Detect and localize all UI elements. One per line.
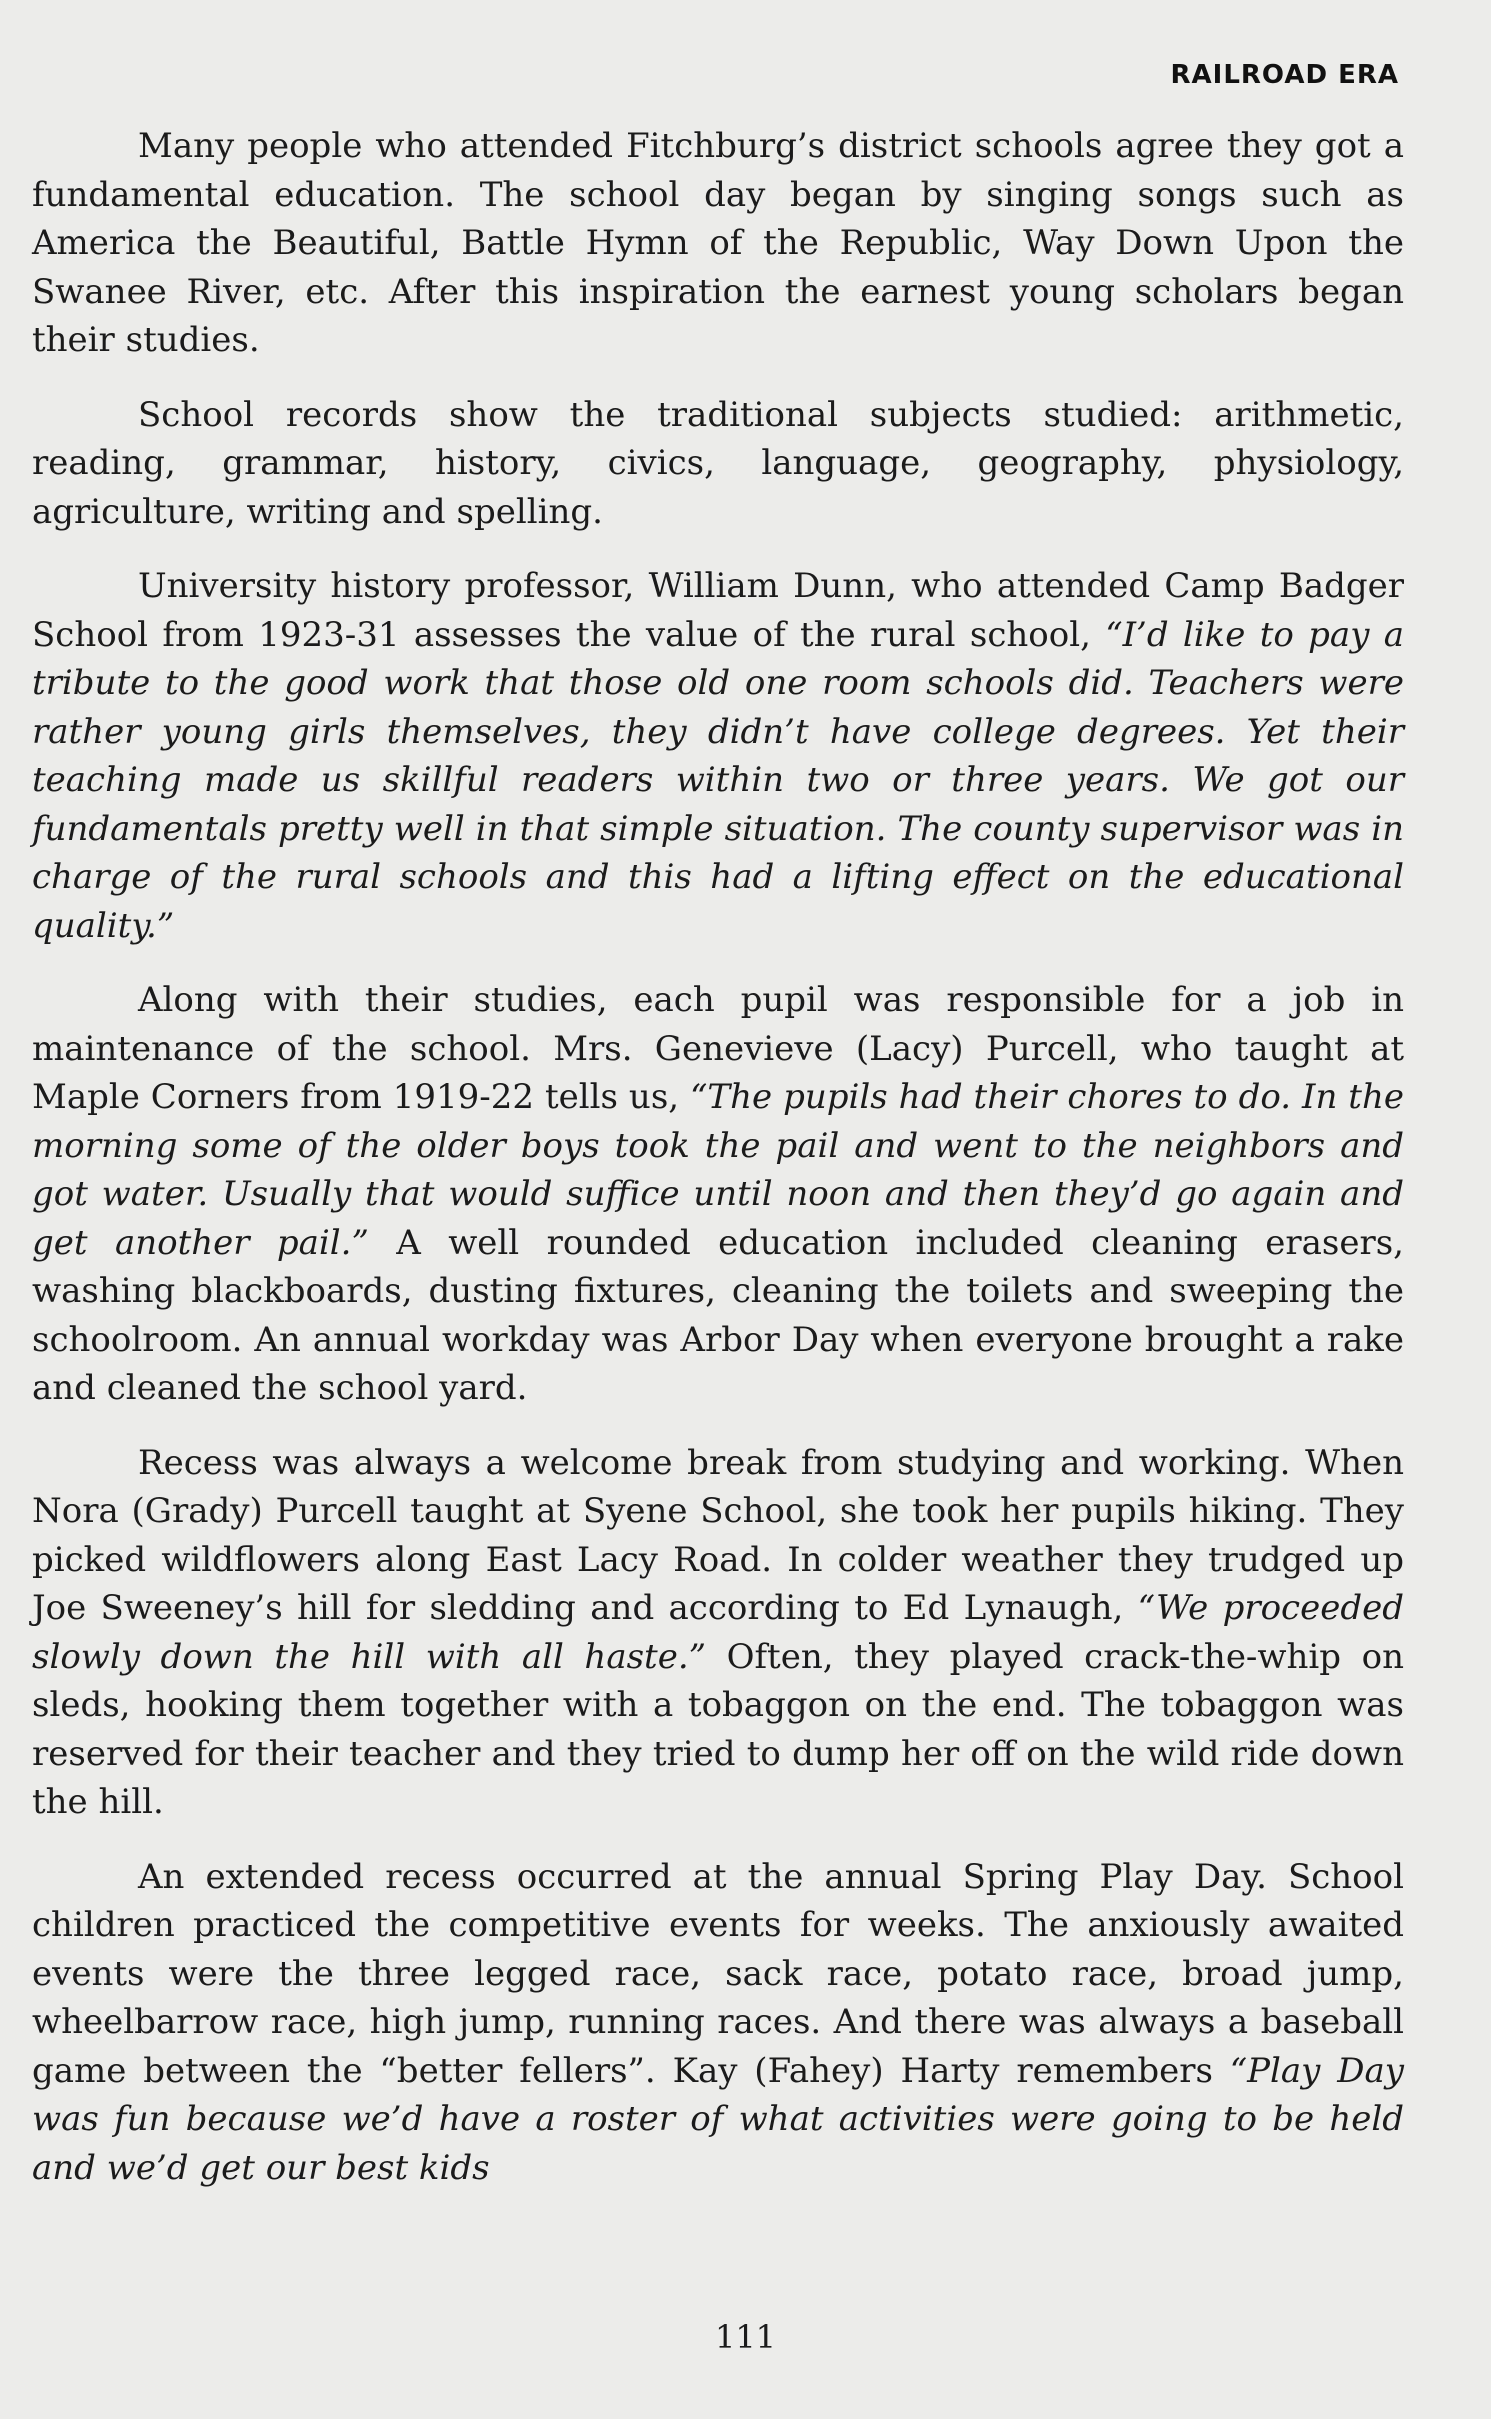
quotation-text: “We proceeded slowly down the hill with all haste.” bbox=[32, 1588, 1404, 1677]
quotation-text: “The pupils had their chores to do. In the morning some of the older boys took the pail and went to the neighbors and got water. Usually that would suffice until noon and then they’d go again and get another pail.” bbox=[32, 1077, 1404, 1263]
running-head: RAILROAD ERA bbox=[1170, 60, 1399, 90]
paragraph bbox=[32, 1853, 1404, 2193]
paragraph-text: School records show the traditional subjects studied: arithmetic, reading, grammar, history, civics, language, geography, physiology, agriculture, writing and spelling. bbox=[32, 394, 1404, 532]
body-text bbox=[32, 122, 1404, 2218]
paragraph bbox=[32, 976, 1404, 1413]
paragraph-text: Often, they played crack-the-whip on sleds, hooking them together with a tobaggon on the end. The tobaggon was reserved for their teacher and they tried to dump her off on the wild ride down the hill. bbox=[32, 1636, 1405, 1822]
paragraph-text: An extended recess occurred at the annual Spring Play Day. School children practiced the competitive events for weeks. The anxiously awaited events were the three legged race, sack race, potato race, broad jump, wheelbarrow race, high jump, running races. And there was always a baseball game between the “better fellers”. Kay (Fahey) Harty remembers bbox=[32, 1856, 1404, 2091]
paragraph-text: Many people who attended Fitchburg’s district schools agree they got a fundamental education. The school day began by singing songs such as America the Beautiful, Battle Hymn of the Republic, Way Down Upon the Swanee River, etc. After this inspiration the earnest young scholars began their studies. bbox=[32, 126, 1404, 360]
paragraph bbox=[32, 1439, 1404, 1827]
paragraph-text: Along with their studies, each pupil was responsible for a job in maintenance of the school. Mrs. Genevieve (Lacy) Purcell, who taught at Maple Corners from 1919-22 tells us, bbox=[32, 980, 1404, 1117]
paragraph-text: A well rounded education included cleaning erasers, washing blackboards, dusting fixtures, cleaning the toilets and sweeping the schoolroom. An annual workday was Arbor Day when everyone brought a rake and cleaned the school yard. bbox=[32, 1222, 1404, 1408]
quotation-text: “Play Day was fun because we’d have a roster of what activities were going to be held and we’d get our best kids bbox=[32, 2050, 1404, 2188]
paragraph-text: University history professor, William Dunn, who attended Camp Badger School from 1923-31 assesses the value of the rural school, bbox=[32, 566, 1404, 655]
paragraph bbox=[32, 391, 1404, 537]
paragraph-text: Recess was always a welcome break from studying and working. When Nora (Grady) Purcell taught at Syene School, she took her pupils hiking. They picked wildflowers along East Lacy Road. In colder weather they trudged up Joe Sweeney’s hill for sledding and according to Ed Lynaugh, bbox=[32, 1442, 1404, 1628]
quotation-text: “I’d like to pay a tribute to the good work that those old one room schools did. Teachers were rather young girls themselves, they didn’t have college degrees. Yet their teaching made us skillful readers within two or three years. We got our fundamentals pretty well in that simple situation. The county supervisor was in charge of the rural schools and this had a lifting effect on the educational quality.” bbox=[32, 614, 1404, 946]
paragraph bbox=[32, 562, 1404, 950]
paragraph bbox=[32, 122, 1404, 365]
page-number: 111 bbox=[714, 2318, 777, 2356]
